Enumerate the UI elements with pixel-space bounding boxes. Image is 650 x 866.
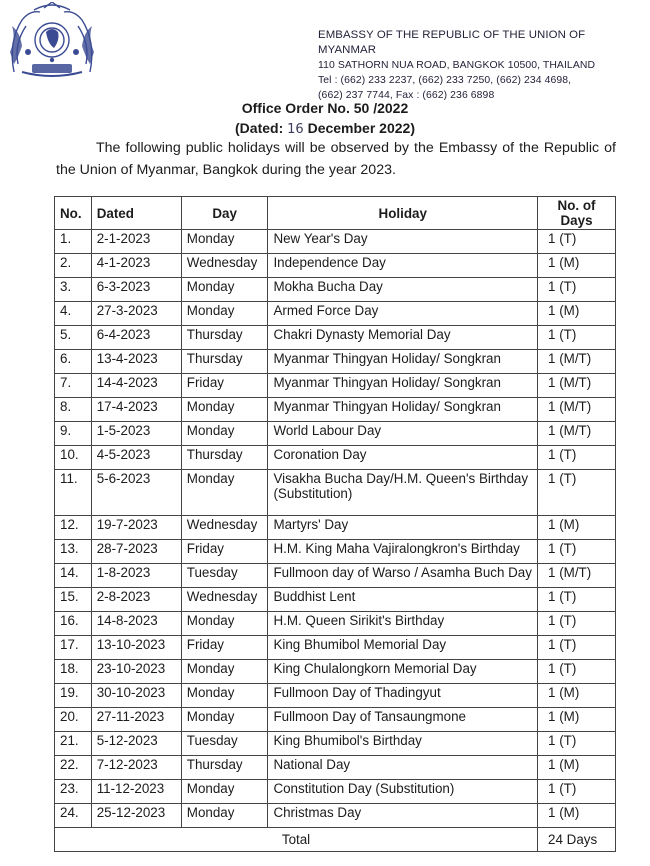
cell-holiday: Fullmoon Day of Thadingyut [268,684,538,708]
cell-date: 13-4-2023 [91,350,181,374]
cell-date: 11-12-2023 [91,780,181,804]
cell-date: 2-8-2023 [91,588,181,612]
cell-day: Thursday [181,326,268,350]
header-no: No. [55,197,92,230]
table-row [55,804,616,828]
address-line: 110 SATHORN NUA ROAD, BANGKOK 10500, THAILAND [318,60,596,71]
office-order-heading [0,98,650,140]
cell-no: 13. [55,540,92,564]
cell-days: 1 (T) [538,780,616,804]
cell-holiday: Visakha Bucha Day/H.M. Queen's Birthday (Substitution) [268,470,538,516]
cell-holiday: King Bhumibol Memorial Day [268,636,538,660]
cell-days: 1 (T) [538,470,616,516]
cell-no: 1. [55,230,92,254]
cell-date: 25-12-2023 [91,804,181,828]
total-label: Total [55,828,538,852]
cell-holiday: Constitution Day (Substitution) [268,780,538,804]
cell-no: 11. [55,470,92,516]
cell-holiday: World Labour Day [268,422,538,446]
cell-day: Monday [181,422,268,446]
cell-date: 2-1-2023 [91,230,181,254]
cell-holiday: Mokha Bucha Day [268,278,538,302]
cell-no: 15. [55,588,92,612]
cell-holiday: Buddhist Lent [268,588,538,612]
cell-days: 1 (M) [538,254,616,278]
cell-day: Wednesday [181,516,268,540]
cell-no: 20. [55,708,92,732]
cell-no: 2. [55,254,92,278]
cell-days: 1 (M/T) [538,398,616,422]
cell-no: 17. [55,636,92,660]
cell-days: 1 (T) [538,230,616,254]
table-row [55,254,616,278]
cell-holiday: Myanmar Thingyan Holiday/ Songkran [268,350,538,374]
cell-days: 1 (M) [538,756,616,780]
table-row [55,588,616,612]
date-day-handwritten: 16 [287,122,304,137]
cell-days: 1 (M) [538,804,616,828]
table-row [55,446,616,470]
table-row [55,636,616,660]
seal-icon [4,2,100,82]
header-dated: Dated [91,197,181,230]
cell-holiday: H.M. King Maha Vajiralongkron's Birthday [268,540,538,564]
cell-no: 7. [55,374,92,398]
cell-no: 6. [55,350,92,374]
cell-days: 1 (T) [538,660,616,684]
cell-date: 27-3-2023 [91,302,181,326]
cell-day: Thursday [181,446,268,470]
cell-day: Monday [181,804,268,828]
cell-days: 1 (M/T) [538,422,616,446]
table-row [55,278,616,302]
cell-day: Monday [181,780,268,804]
cell-holiday: Chakri Dynasty Memorial Day [268,326,538,350]
cell-holiday: King Chulalongkorn Memorial Day [268,660,538,684]
header-no-of-days: No. of Days [538,197,616,230]
cell-holiday: King Bhumibol's Birthday [268,732,538,756]
table-row [55,230,616,254]
cell-no: 16. [55,612,92,636]
cell-days: 1 (M/T) [538,350,616,374]
cell-days: 1 (M/T) [538,564,616,588]
cell-no: 22. [55,756,92,780]
cell-no: 9. [55,422,92,446]
cell-day: Tuesday [181,564,268,588]
table-row [55,564,616,588]
cell-days: 1 (T) [538,732,616,756]
cell-date: 27-11-2023 [91,708,181,732]
cell-day: Monday [181,612,268,636]
cell-date: 13-10-2023 [91,636,181,660]
cell-date: 6-3-2023 [91,278,181,302]
cell-holiday: National Day [268,756,538,780]
table-row [55,540,616,564]
cell-day: Monday [181,398,268,422]
table-row [55,374,616,398]
cell-date: 14-8-2023 [91,612,181,636]
cell-date: 1-8-2023 [91,564,181,588]
office-order-title: Office Order No. 50 /2022 [241,100,409,116]
cell-days: 1 (T) [538,326,616,350]
date-prefix: (Dated: [235,120,284,136]
table-row [55,732,616,756]
letterhead [318,28,638,103]
cell-holiday: Fullmoon Day of Tansaungmone [268,708,538,732]
cell-day: Thursday [181,350,268,374]
cell-day: Friday [181,540,268,564]
cell-no: 19. [55,684,92,708]
cell-days: 1 (T) [538,446,616,470]
table-header-row [55,197,616,230]
cell-date: 14-4-2023 [91,374,181,398]
header-holiday: Holiday [268,197,538,230]
cell-date: 5-6-2023 [91,470,181,516]
cell-date: 4-5-2023 [91,446,181,470]
cell-day: Tuesday [181,732,268,756]
cell-no: 18. [55,660,92,684]
intro-paragraph: The following public holidays will be observed by the Embassy of the Republic of the Union of Myanmar, Bangkok during the year 2023. [56,140,616,178]
cell-day: Monday [181,684,268,708]
cell-no: 24. [55,804,92,828]
cell-day: Wednesday [181,254,268,278]
cell-day: Monday [181,660,268,684]
table-row [55,422,616,446]
table-row [55,302,616,326]
cell-days: 1 (T) [538,278,616,302]
cell-day: Friday [181,374,268,398]
cell-day: Monday [181,470,268,516]
cell-holiday: H.M. Queen Sirikit's Birthday [268,612,538,636]
date-suffix: December 2022) [307,120,415,136]
cell-day: Monday [181,708,268,732]
header-day: Day [181,197,268,230]
cell-no: 4. [55,302,92,326]
organization-name: EMBASSY OF THE REPUBLIC OF THE UNION OF MYANMAR [318,29,586,56]
table-row [55,708,616,732]
cell-days: 1 (T) [538,612,616,636]
table-total-row [55,828,616,852]
cell-days: 1 (M) [538,708,616,732]
cell-days: 1 (M) [538,684,616,708]
phone-line-1: Tel : (662) 233 2237, (662) 233 7250, (662) 234 4698, [318,75,572,86]
cell-no: 3. [55,278,92,302]
table-row [55,780,616,804]
cell-date: 6-4-2023 [91,326,181,350]
table-row [55,398,616,422]
table-row [55,350,616,374]
cell-date: 19-7-2023 [91,516,181,540]
cell-holiday: Independence Day [268,254,538,278]
cell-no: 10. [55,446,92,470]
cell-days: 1 (M) [538,516,616,540]
phone-line-2: (662) 237 7744, Fax : (662) 236 6898 [318,90,495,101]
cell-day: Friday [181,636,268,660]
cell-date: 23-10-2023 [91,660,181,684]
cell-date: 5-12-2023 [91,732,181,756]
cell-day: Thursday [181,756,268,780]
cell-no: 8. [55,398,92,422]
cell-days: 1 (M) [538,302,616,326]
cell-no: 14. [55,564,92,588]
cell-date: 4-1-2023 [91,254,181,278]
cell-holiday: Myanmar Thingyan Holiday/ Songkran [268,398,538,422]
table-row [55,470,616,516]
cell-day: Monday [181,302,268,326]
table-row [55,612,616,636]
cell-date: 7-12-2023 [91,756,181,780]
cell-days: 1 (T) [538,636,616,660]
table-body [55,230,616,852]
cell-no: 23. [55,780,92,804]
table-row [55,516,616,540]
cell-day: Monday [181,278,268,302]
cell-date: 1-5-2023 [91,422,181,446]
cell-day: Monday [181,230,268,254]
cell-days: 1 (T) [538,588,616,612]
cell-holiday: Martyrs' Day [268,516,538,540]
cell-date: 28-7-2023 [91,540,181,564]
holidays-table [54,196,616,852]
total-value: 24 Days [538,828,616,852]
table-row [55,756,616,780]
cell-holiday: Myanmar Thingyan Holiday/ Songkran [268,374,538,398]
cell-day: Wednesday [181,588,268,612]
cell-date: 30-10-2023 [91,684,181,708]
cell-holiday: Armed Force Day [268,302,538,326]
cell-date: 17-4-2023 [91,398,181,422]
cell-holiday: Fullmoon day of Warso / Asamha Buch Day [268,564,538,588]
cell-no: 21. [55,732,92,756]
cell-no: 5. [55,326,92,350]
cell-no: 12. [55,516,92,540]
table-row [55,326,616,350]
table-row [55,684,616,708]
cell-holiday: New Year's Day [268,230,538,254]
cell-days: 1 (T) [538,540,616,564]
cell-days: 1 (M/T) [538,374,616,398]
table-row [55,660,616,684]
cell-holiday: Christmas Day [268,804,538,828]
embassy-seal-emblem [4,2,100,82]
cell-holiday: Coronation Day [268,446,538,470]
